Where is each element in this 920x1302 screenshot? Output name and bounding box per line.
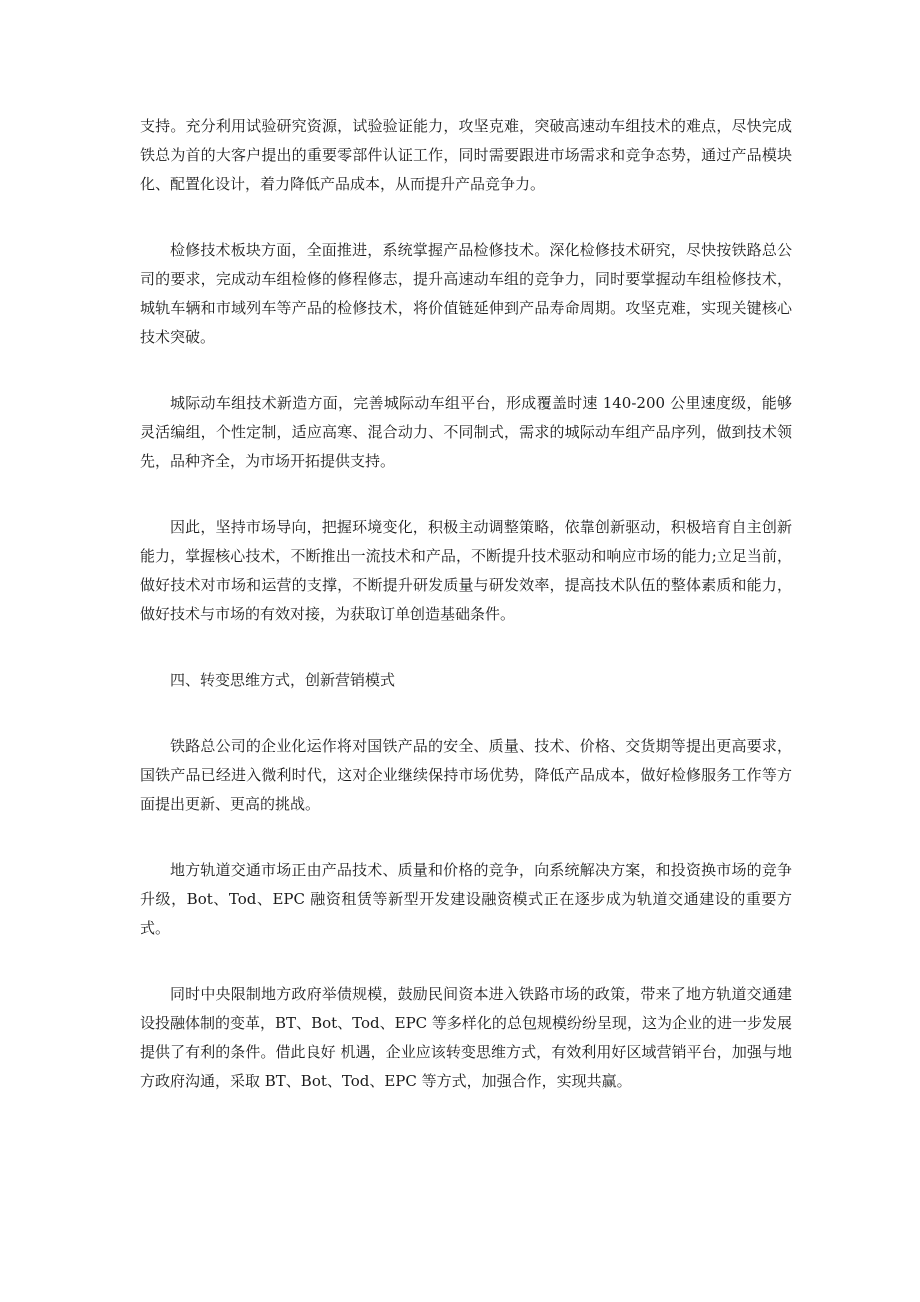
section-heading: 四、转变思维方式，创新营销模式: [170, 671, 396, 689]
paragraph-support: 支持。充分利用试验研究资源，试验验证能力，攻坚克难，突破高速动车组技术的难点，尽快完成铁总为首的大客户提出的重要零部件认证工作，同时需要跟进市场需求和竞争态势，通过产品模块化、配置化设计，着力降低产品成本，从而提升产品竞争力。: [140, 117, 792, 193]
paragraph-railway-corp: 铁路总公司的企业化运作将对国铁产品的安全、质量、技术、价格、交货期等提出更高要求，国铁产品已经进入微利时代，这对企业继续保持市场优势，降低产品成本，做好检修服务工作等方面提出更新、更高的挑战。: [140, 737, 792, 813]
paragraph-intercity-emu: 城际动车组技术新造方面，完善城际动车组平台，形成覆盖时速 140-200 公里速度级，能够灵活编组，个性定制，适应高寒、混合动力、不同制式，需求的城际动车组产品序列，做到技术领先，品种齐全，为市场开拓提供支持。: [140, 394, 792, 470]
document-page: [140, 112, 792, 1096]
paragraph-central-policy: 同时中央限制地方政府举债规模，鼓励民间资本进入铁路市场的政策，带来了地方轨道交通建设投融体制的变革，BT、Bot、Tod、EPC 等多样化的总包规模纷纷呈现，这为企业的进一步发展提供了有利的条件。借此良好 机遇，企业应该转变思维方式，有效利用好区域营销平台，加强与地方政府沟通，采取 BT、Bot、Tod、EPC 等方式，加强合作，实现共赢。: [140, 985, 792, 1090]
paragraph-maintenance-tech: 检修技术板块方面，全面推进，系统掌握产品检修技术。深化检修技术研究，尽快按铁路总公司的要求，完成动车组检修的修程修志，提升高速动车组的竞争力，同时要掌握动车组检修技术，城轨车辆和市域列车等产品的检修技术，将价值链延伸到产品寿命周期。攻坚克难，实现关键核心技术突破。: [140, 241, 792, 346]
paragraph-market-orientation: 因此，坚持市场导向，把握环境变化，积极主动调整策略，依靠创新驱动，积极培育自主创新能力，掌握核心技术，不断推出一流技术和产品，不断提升技术驱动和响应市场的能力;立足当前，做好技术对市场和运营的支撑，不断提升研发质量与研发效率，提高技术队伍的整体素质和能力，做好技术与市场的有效对接，为获取订单创造基础条件。: [140, 518, 792, 623]
paragraph-local-rail-market: 地方轨道交通市场正由产品技术、质量和价格的竞争，向系统解决方案，和投资换市场的竞争升级，Bot、Tod、EPC 融资租赁等新型开发建设融资模式正在逐步成为轨道交通建设的重要方式。: [140, 861, 792, 937]
